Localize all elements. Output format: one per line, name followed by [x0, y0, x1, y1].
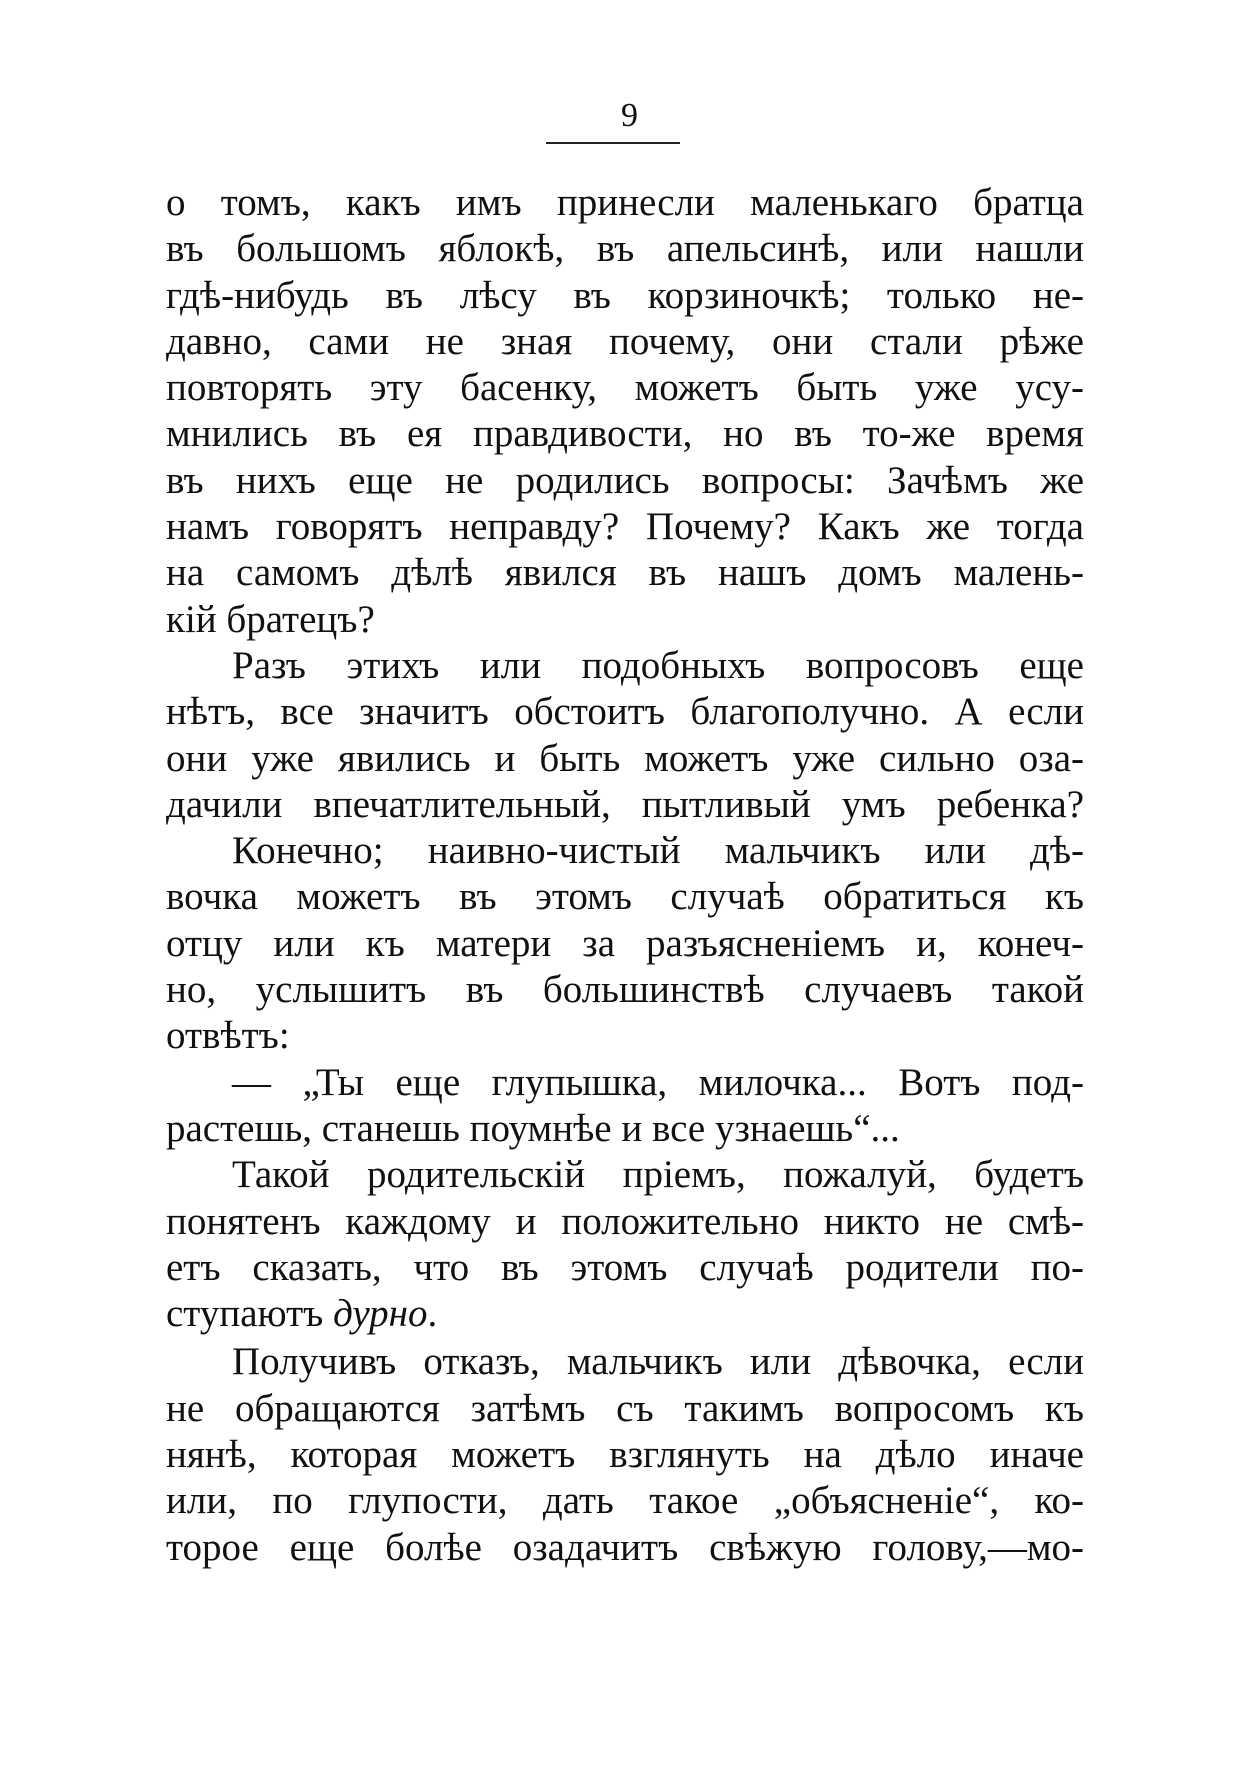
text-line: въ большомъ яблокѣ, въ апельсинѣ, или нашли — [166, 227, 1084, 271]
header-rule — [546, 142, 680, 144]
emphasized-word: дурно — [333, 1292, 428, 1336]
text-line: Конечно; наивно-чистый мальчикъ или дѣ- — [232, 829, 1084, 873]
text-line: мнились въ ея правдивости, но въ то-же время — [166, 412, 1084, 456]
text-line: они уже явились и быть можетъ уже сильно оза- — [166, 736, 1084, 780]
text-line: Разъ этихъ или подобныхъ вопросовъ еще — [232, 643, 1084, 687]
text-run: ступаютъ — [166, 1292, 334, 1336]
text-line: Получивъ отказъ, мальчикъ или дѣвочка, если — [232, 1340, 1084, 1384]
text-line: намъ говорятъ неправду? Почему? Какъ же тогда — [166, 505, 1084, 549]
text-line: отцу или къ матери за разъясненіемъ и, конеч- — [166, 921, 1084, 965]
text-line: въ нихъ еще не родились вопросы: Зачѣмъ же — [166, 458, 1084, 502]
text-line: понятенъ каждому и положительно никто не смѣ- — [166, 1199, 1084, 1243]
text-line: на самомъ дѣлѣ явился въ нашъ домъ малень- — [166, 551, 1084, 595]
body-text — [166, 180, 1084, 1571]
text-line: повторять эту басенку, можетъ быть уже усу- — [166, 366, 1084, 410]
text-line: но, услышитъ въ большинствѣ случаевъ такой — [166, 968, 1084, 1012]
text-line: растешь, станешь поумнѣе и все узнаешь“... — [166, 1106, 900, 1150]
text-line: дачили впечатлительный, пытливый умъ ребенка? — [166, 782, 1084, 826]
text-line — [166, 1291, 1084, 1337]
text-line: не обращаются затѣмъ съ такимъ вопросомъ къ — [166, 1386, 1084, 1430]
text-line: кій братецъ? — [166, 597, 375, 641]
text-line: или, по глупости, дать такое „объясненіе“, ко- — [166, 1479, 1084, 1523]
page-number: 9 — [621, 97, 638, 134]
text-line: — „Ты еще глупышка, милочка... Вотъ под- — [232, 1060, 1084, 1104]
text-line: о томъ, какъ имъ принесли маленькаго братца — [166, 181, 1084, 224]
text-line: нянѣ, которая можетъ взглянуть на дѣло иначе — [166, 1433, 1084, 1477]
text-line: етъ сказать, что въ этомъ случаѣ родители по- — [166, 1245, 1084, 1289]
text-line: давно, сами не зная почему, они стали рѣже — [166, 319, 1084, 363]
text-line: Такой родительскій пріемъ, пожалуй, будетъ — [232, 1153, 1084, 1197]
text-line: вочка можетъ въ этомъ случаѣ обратиться къ — [166, 875, 1084, 919]
text-line: нѣтъ, все значитъ обстоитъ благополучно. А если — [166, 690, 1084, 734]
text-line: гдѣ-нибудь въ лѣсу въ корзиночкѣ; только не- — [166, 273, 1084, 317]
text-run: . — [427, 1292, 438, 1336]
text-line: отвѣтъ: — [166, 1014, 290, 1058]
text-line: торое еще болѣе озадачитъ свѣжую голову,—мо- — [166, 1525, 1084, 1569]
